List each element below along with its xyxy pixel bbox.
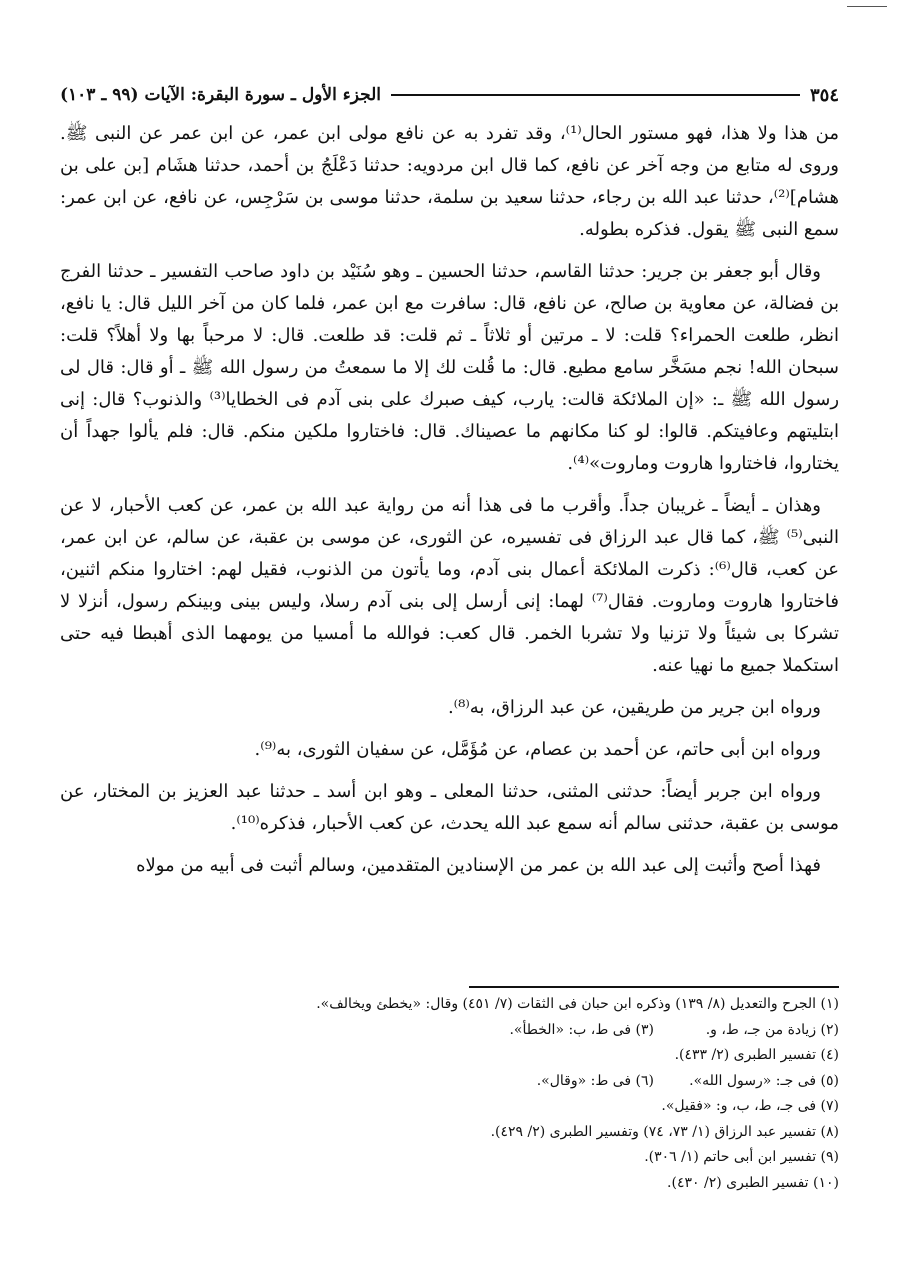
footnote: (٤) تفسير الطبرى (٢/ ٤٣٣).	[674, 1047, 839, 1063]
footnote: (٢) زيادة من جـ، ط، و.	[705, 1021, 839, 1038]
footnote: (٣) فى ط، ب: «الخطأ».	[509, 1021, 654, 1038]
footnote: (٥) فى جـ: «رسول الله».	[689, 1072, 839, 1089]
footnote-line	[60, 1145, 839, 1171]
footnotes	[60, 992, 839, 1196]
footnote: (٨) تفسير عبد الرزاق (١/ ٧٣، ٧٤) وتفسير الطبرى (٢/ ٤٢٩).	[490, 1123, 839, 1140]
footnote-line	[60, 992, 839, 1018]
page-number: ٣٥٤	[809, 84, 839, 106]
footnote-line	[60, 1043, 839, 1069]
footnote: (٧) فى جـ، ط، ب، و: «فقيل».	[661, 1098, 839, 1114]
page-header	[60, 78, 839, 112]
footnote: (١) الجرح والتعديل (٨/ ١٣٩) وذكره ابن حبان فى الثقات (٧/ ٤٥١) وقال: «يخطئ ويخالف».	[316, 996, 839, 1012]
footnote-line	[60, 1171, 839, 1197]
footnote-line	[60, 1120, 839, 1146]
paragraph: ورواه ابن جرير من طريقين، عن عبد الرزاق، به⁽⁸⁾.	[447, 697, 821, 718]
footnote-line	[60, 1094, 839, 1120]
footnote: (٩) تفسير ابن أبى حاتم (١/ ٣٠٦).	[644, 1149, 839, 1165]
footnote: (٦) فى ط: «وقال».	[536, 1072, 654, 1089]
header-rule	[391, 94, 800, 96]
paragraph: وقال أبو جعفر بن جرير: حدثنا القاسم، حدثنا الحسين ـ وهو سُنَيْد بن داود صاحب التفسير ـ حدثنا الفرج بن فضالة، عن معاوية بن صالح، عن نافع، قال: سافرت مع ابن عمر، فلما كان من آخر الليل قال: يا نافع، انظر، طلعت الحمراء؟ قلت: لا ـ مرتين أو ثلاثاً ـ ثم قلت: قد طلعت. قال: لا مرحباً بها ولا أهلاً؟ قلت: سبحان الله! نجم مسَخَّر سامع مطيع. قال: ما قُلت لك إلا ما سمعتُ من رسول الله ﷺ ـ أو قال: قال لى رسول الله ﷺ ـ: «إن الملائكة قالت: يارب، كيف صبرك على بنى آدم فى الخطايا⁽³⁾ والذنوب؟ قال: إنى ابتليتهم وعافيتكم. قالوا: لو كنا مكانهم ما عصيناك. قال: فاختاروا ملكين منكم. قال: فلم يألوا جهداً أن يختاروا، فاختاروا هاروت وماروت»⁽⁴⁾.	[60, 261, 840, 474]
body-text	[60, 118, 839, 892]
paragraph: ورواه ابن جربر أيضاً: حدثنى المثنى، حدثنا المعلى ـ وهو ابن أسد ـ حدثنا عبد العزيز بن المختار، عن موسى بن عقبة، حدثنى سالم أنه سمع عبد الله يحدث، عن كعب الأحبار، فذكره⁽¹⁰⁾.	[60, 781, 839, 834]
paragraph: وهذان ـ أيضاً ـ غريبان جداً. وأقرب ما فى هذا أنه من رواية عبد الله بن عمر، عن كعب الأحبار، لا عن النبى⁽⁵⁾ ﷺ، كما قال عبد الرزاق فى تفسيره، عن الثورى، عن موسى بن عقبة، عن سالم، عن ابن عمر، عن كعب، قال⁽⁶⁾: ذكرت الملائكة أعمال بنى آدم، وما يأتون من الذنوب، فقيل لهم: اختاروا منكم اثنين، فاختاروا هاروت وماروت. فقال⁽⁷⁾ لهما: إنى أرسل إلى بنى آدم رسلا، وليس بينى وبينكم رسول، أنزلا لا تشركا بى شيئاً ولا تزنيا ولا تشربا الخمر. قال كعب: فوالله ما أمسيا من يومهما الذى أهبطا فيه حتى استكملا جميع ما نهيا عنه.	[60, 495, 839, 676]
footnote-line	[60, 1069, 839, 1095]
running-title: الجزء الأول ـ سورة البقرة: الآيات (٩٩ ـ ١٠٣)	[60, 85, 381, 105]
paragraph: فهذا أصح وأثبت إلى عبد الله بن عمر من الإسنادين المتقدمين، وسالم أثبت فى أبيه من مولاه	[136, 855, 821, 876]
footnote-line	[60, 1018, 839, 1044]
paragraph: ورواه ابن أبى حاتم، عن أحمد بن عصام، عن مُؤَمَّل، عن سفيان الثورى، به⁽⁹⁾.	[254, 739, 821, 760]
paragraph: من هذا ولا هذا، فهو مستور الحال⁽¹⁾، وقد تفرد به عن نافع مولى ابن عمر، عن ابن عمر عن النبى ﷺ. وروى له متابع من وجه آخر عن نافع، كما قال ابن مردويه: حدثنا دَعْلَجُ بن أحمد، حدثنا هشَام [بن على بن هشام]⁽²⁾، حدثنا عبد الله بن رجاء، حدثنا سعيد بن سلمة، حدثنا موسى بن سَرْجِس، عن نافع، عن ابن عمر: سمع النبى ﷺ يقول. فذكره بطوله.	[60, 123, 839, 240]
footnote: (١٠) تفسير الطبرى (٢/ ٤٣٠).	[667, 1174, 839, 1191]
corner-mark	[847, 6, 887, 7]
footnote-rule	[469, 986, 839, 988]
